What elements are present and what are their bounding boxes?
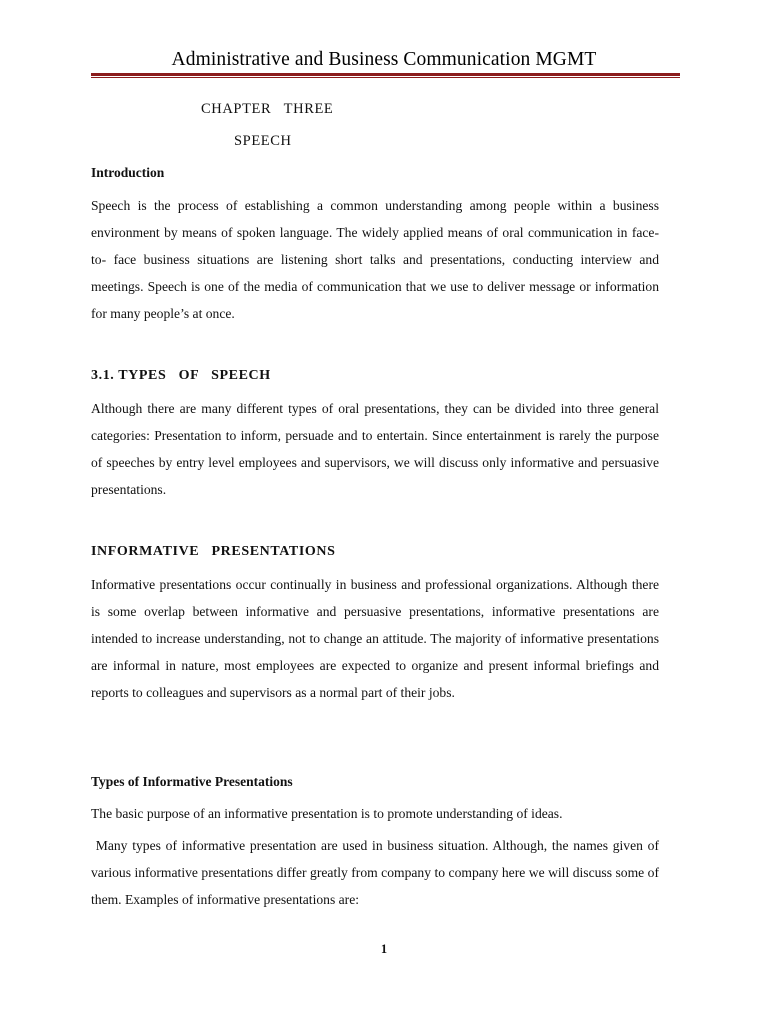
informative-presentations-paragraph: Informative presentations occur continually in business and professional organizations. Although there is some overlap between informative and persuasive presentations, informative presentations are intended to increase understanding, not to change an attitude. The majority of informative presentations are informal in nature, most employees are expected to organize and present informal briefings and reports to colleagues and supervisors as a normal part of their jobs.: [91, 577, 659, 700]
introduction-paragraph: Speech is the process of establishing a common understanding among people within a business environment by means of spoken language. The widely applied means of oral communication in face- to- face business situations are listening short talks and presentations, conducting interview and meetings. Speech is one of the media of communication that we use to deliver message or information for many people’s at once.: [91, 198, 659, 321]
page-number: 1: [380, 942, 388, 956]
types-of-speech-heading: 3.1. TYPES OF SPEECH: [91, 368, 271, 383]
introduction-heading: Introduction: [91, 165, 165, 180]
running-header-title: Administrative and Business Communication MGMT: [171, 49, 597, 70]
header-rule: [91, 73, 680, 76]
informative-presentations-heading: INFORMATIVE PRESENTATIONS: [91, 544, 336, 559]
types-of-speech-paragraph: Although there are many different types of oral presentations, they can be divided into three general categories: Presentation to inform, persuade and to entertain. Since entertainment is rarely the purpose of speeches by entry level employees and supervisors, we will discuss only informative and persuasive presentations.: [91, 401, 659, 497]
types-of-informative-heading: Types of Informative Presentations: [91, 774, 293, 789]
chapter-label: CHAPTER THREE: [201, 101, 334, 117]
types-of-informative-paragraph-2: Many types of informative presentation are used in business situation. Although, the names given of various informative presentations differ greatly from company to company here we will discuss some of them. Examples of informative presentations are:: [91, 838, 663, 907]
header-rule-secondary: [91, 77, 680, 78]
chapter-title: SPEECH: [234, 133, 292, 149]
types-of-informative-paragraph-1: The basic purpose of an informative presentation is to promote understanding of ideas.: [91, 806, 563, 821]
